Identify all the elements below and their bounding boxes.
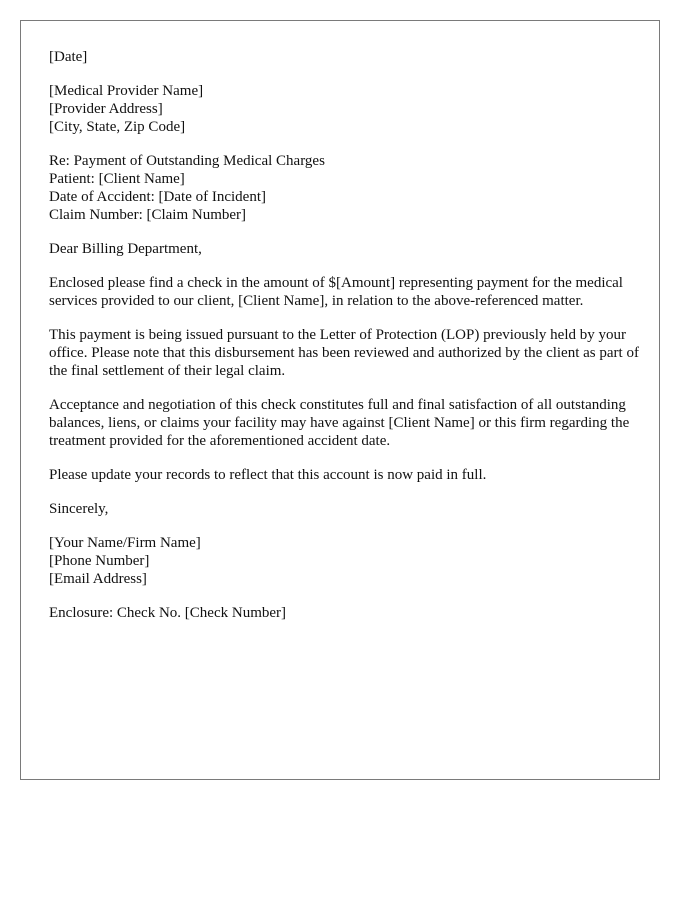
claim-number-line: Claim Number: [Claim Number] [49, 207, 247, 223]
recipient-address: [Provider Address] [49, 101, 163, 117]
subject-line: Re: Payment of Outstanding Medical Charges [49, 153, 325, 169]
accident-date-line: Date of Accident: [Date of Incident] [49, 189, 266, 205]
salutation: Dear Billing Department, [49, 241, 202, 257]
closing: Sincerely, [49, 501, 109, 517]
enclosure-line: Enclosure: Check No. [Check Number] [49, 605, 287, 621]
patient-line: Patient: [Client Name] [49, 171, 185, 187]
signature-name-firm: [Your Name/Firm Name] [49, 535, 201, 551]
body-paragraph-lop: This payment is being issued pursuant to the Letter of Protection (LOP) previously held by your office. Please note that this disbursement has been reviewed and authorized by the client as part of the final settlement of their legal claim. [49, 327, 639, 379]
date-block [49, 48, 639, 66]
letter-page [20, 20, 660, 780]
recipient-name: [Medical Provider Name] [49, 83, 204, 99]
recipient-city-state-zip: [City, State, Zip Code] [49, 119, 186, 135]
reference-block [49, 152, 639, 224]
body-paragraph-satisfaction: Acceptance and negotiation of this check constitutes full and final satisfaction of all outstanding balances, liens, or claims your facility may have against [Client Name] or this firm regarding the treatment provided for the aforementioned accident date. [49, 397, 630, 449]
recipient-address-block [49, 82, 639, 136]
body-paragraph-payment: Enclosed please find a check in the amount of $[Amount] representing payment for the medical services provided to our client, [Client Name], in relation to the above-referenced matter. [49, 275, 623, 309]
letter-body [49, 48, 639, 638]
signature-phone: [Phone Number] [49, 553, 150, 569]
letter-date: [Date] [49, 49, 88, 65]
body-paragraph-update-records: Please update your records to reflect that this account is now paid in full. [49, 467, 487, 483]
signature-email: [Email Address] [49, 571, 147, 587]
signature-block [49, 534, 639, 588]
